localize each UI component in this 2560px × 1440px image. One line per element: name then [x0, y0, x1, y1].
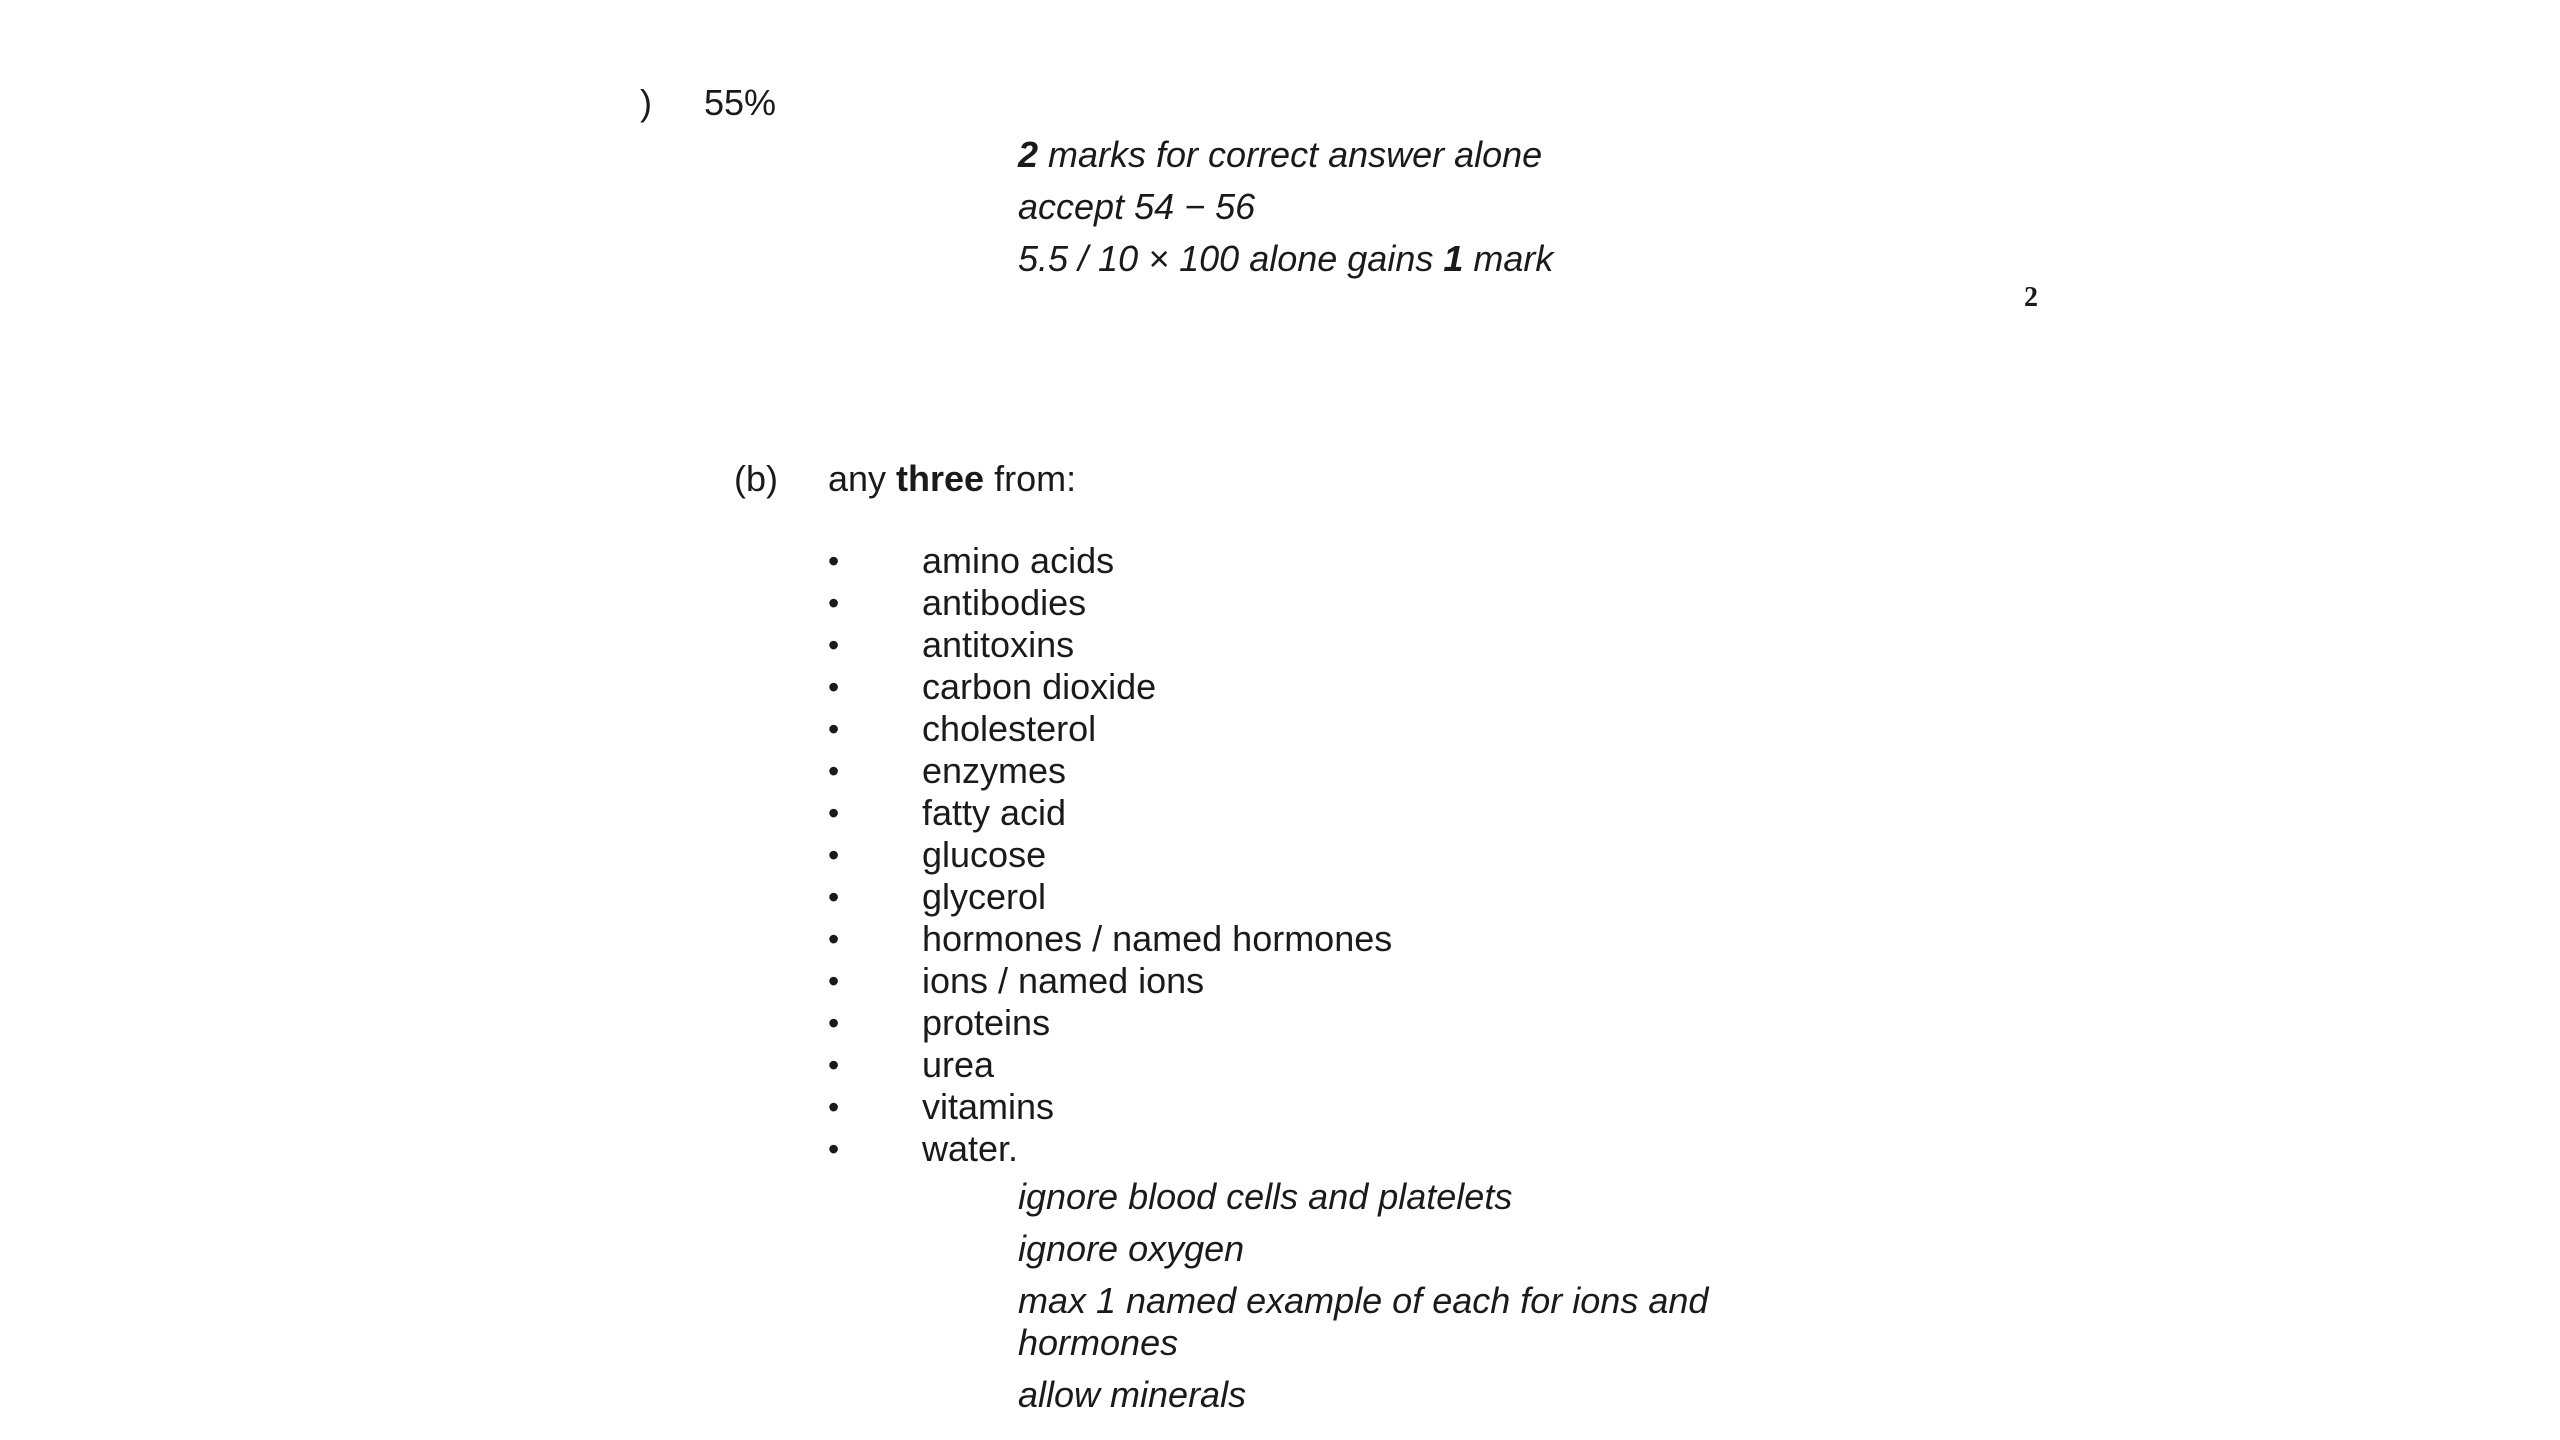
list-item	[828, 792, 1528, 834]
bullet-marker: •	[828, 921, 840, 957]
list-item	[828, 582, 1528, 624]
list-item-text: antitoxins	[922, 624, 1075, 665]
list-item-text: vitamins	[922, 1086, 1055, 1127]
list-item	[828, 708, 1528, 750]
part-b-label: (b)	[734, 458, 778, 499]
list-item	[828, 876, 1528, 918]
list-item-text: fatty acid	[922, 792, 1067, 833]
list-item	[828, 918, 1528, 960]
bullet-marker: •	[828, 627, 840, 663]
list-item-text: antibodies	[922, 582, 1087, 623]
list-item	[828, 834, 1528, 876]
list-item	[828, 624, 1528, 666]
list-item-text: carbon dioxide	[922, 666, 1157, 707]
guidance-line-1	[1018, 134, 1542, 176]
bullet-marker: •	[828, 879, 840, 915]
list-item	[828, 1128, 1528, 1170]
list-item	[828, 1044, 1528, 1086]
bullet-marker: •	[828, 753, 840, 789]
list-item-text: ions / named ions	[922, 960, 1205, 1001]
guidance-line-1-text: marks for correct answer alone	[1038, 134, 1543, 175]
list-item	[828, 540, 1528, 582]
note-max-named-example-line-2: hormones	[1018, 1322, 1179, 1363]
list-item-text: enzymes	[922, 750, 1067, 791]
bullet-marker: •	[828, 963, 840, 999]
part-a-answer: 55%	[704, 82, 777, 123]
part-b-intro-post: from:	[984, 458, 1077, 499]
part-a-label: )	[640, 82, 652, 123]
list-item-text: hormones / named hormones	[922, 918, 1393, 959]
list-item-text: glucose	[922, 834, 1047, 875]
list-item	[828, 666, 1528, 708]
bullet-marker: •	[828, 1047, 840, 1083]
bullet-marker: •	[828, 585, 840, 621]
guidance-marks-bold: 2	[1018, 134, 1039, 175]
guidance-line-3-pre: 5.5 / 10 × 100 alone gains	[1018, 238, 1444, 279]
guidance-line-3-bold: 1	[1443, 238, 1464, 279]
bullet-marker: •	[828, 1089, 840, 1125]
note-ignore-oxygen: ignore oxygen	[1018, 1228, 1245, 1269]
list-item	[828, 1002, 1528, 1044]
marks-total: 2	[2024, 282, 2038, 313]
bullet-marker: •	[828, 669, 840, 705]
list-item-text: water.	[922, 1128, 1019, 1169]
bullet-marker: •	[828, 837, 840, 873]
note-ignore-blood-cells: ignore blood cells and platelets	[1018, 1176, 1513, 1217]
list-item	[828, 960, 1528, 1002]
part-b-intro-bold: three	[896, 458, 985, 499]
bullet-marker: •	[828, 795, 840, 831]
note-allow-minerals: allow minerals	[1018, 1374, 1247, 1415]
guidance-line-2: accept 54 − 56	[1018, 186, 1256, 227]
bullet-marker: •	[828, 1131, 840, 1167]
answer-list	[828, 540, 1628, 1170]
part-b-intro-pre: any	[828, 458, 897, 499]
list-item-text: glycerol	[922, 876, 1047, 917]
list-item-text: urea	[922, 1044, 995, 1085]
list-item	[828, 750, 1528, 792]
guidance-line-3-post: mark	[1463, 238, 1554, 279]
bullet-marker: •	[828, 1005, 840, 1041]
part-b-intro	[828, 458, 1076, 500]
list-item-text: amino acids	[922, 540, 1115, 581]
note-max-named-example-line-1: max 1 named example of each for ions and	[1018, 1280, 1709, 1321]
list-item-text: proteins	[922, 1002, 1051, 1043]
list-item	[828, 1086, 1528, 1128]
bullet-marker: •	[828, 543, 840, 579]
bullet-marker: •	[828, 711, 840, 747]
list-item-text: cholesterol	[922, 708, 1097, 749]
guidance-line-3	[1018, 238, 1553, 280]
